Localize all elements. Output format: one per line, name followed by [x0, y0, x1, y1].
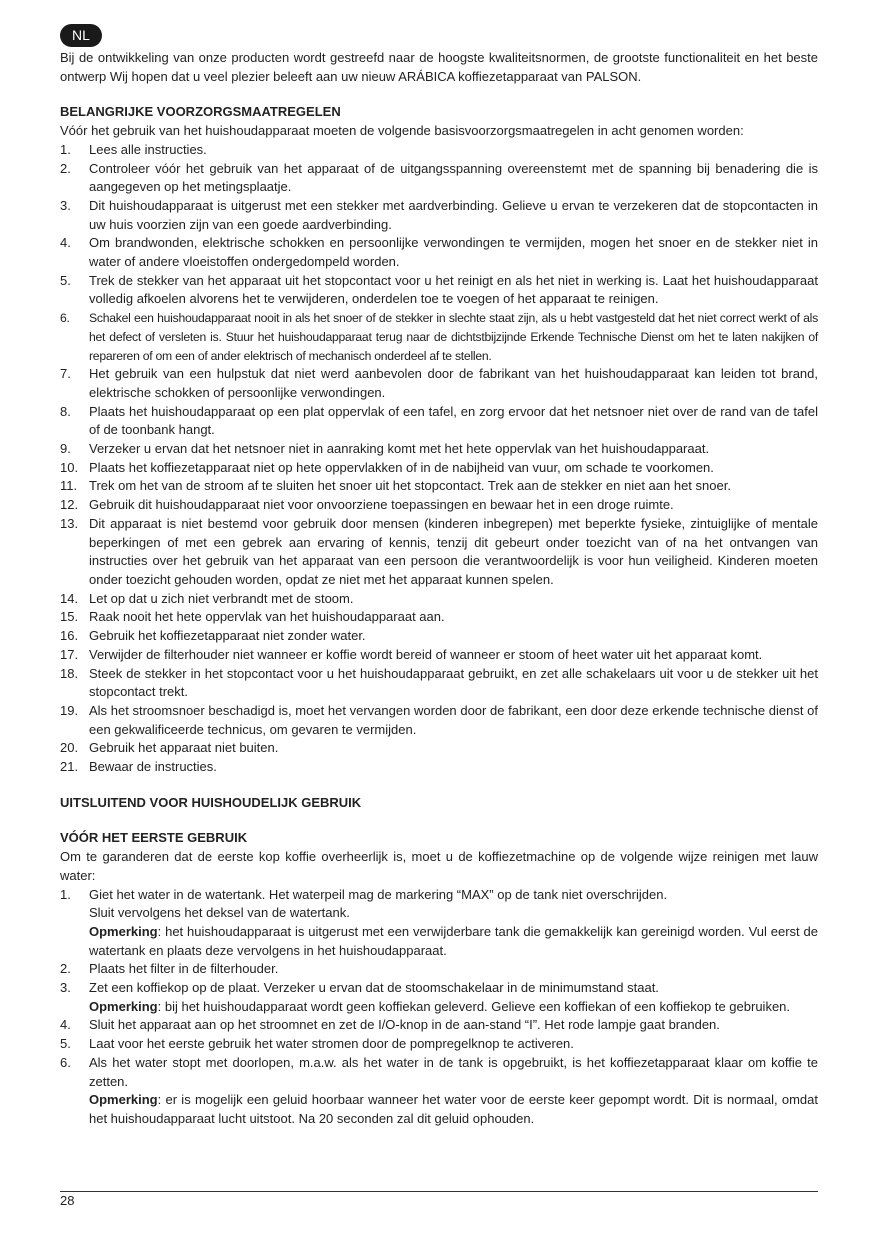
item-number: 14.	[60, 590, 79, 606]
step-line: Als het water stopt met doorlopen, m.a.w. als het water in de tank is opgebruikt, is het koffiezetapparaat klaar om koffie te zetten.	[89, 1054, 818, 1089]
step-number: 2.	[60, 961, 71, 977]
list-item	[60, 459, 818, 478]
item-number: 21.	[60, 759, 79, 775]
item-text: Plaats het koffiezetapparaat niet op hete oppervlakken of in de nabijheid van vuur, om schade te voorkomen.	[89, 459, 714, 475]
step-number: 6.	[60, 1054, 71, 1070]
item-text: Als het stroomsnoer beschadigd is, moet het vervangen worden door de fabrikant, een door deze erkende technische dienst of een gekwalificeerde technicus, om gevaren te vermijden.	[89, 702, 818, 737]
item-text: Schakel een huishoudapparaat nooit in als het snoer of de stekker in slechte staat zijn, als u hebt vastgesteld dat het niet correct werkt of als het defect of versleten is. Stuur het huishoudapparaat terug naar de dichtstbijzijnde Erkende Technische Dienst om het te laten nakijken of repareren of om een of ander elektrisch of mechanisch onderdeel af te stellen.	[89, 311, 818, 363]
list-item	[60, 646, 818, 665]
note-text: : het huishoudapparaat is uitgerust met een verwijderbare tank die gemakkelijk kan gereinigd worden. Vul eerst de watertank en plaats deze vervolgens in het huishoudapparaat.	[89, 923, 818, 958]
step-line: Plaats het filter in de filterhouder.	[89, 961, 279, 977]
item-text: Gebruik dit huishoudapparaat niet voor onvoorziene toepassingen en bewaar het in een droge ruimte.	[89, 497, 674, 513]
step-item	[60, 1016, 818, 1035]
list-item	[60, 403, 818, 440]
item-number: 6.	[60, 311, 70, 326]
step-number: 4.	[60, 1017, 71, 1033]
list-item	[60, 477, 818, 496]
step-number: 5.	[60, 1036, 71, 1052]
item-number: 1.	[60, 141, 71, 157]
list-item	[60, 515, 818, 590]
intro-paragraph: Bij de ontwikkeling van onze producten wordt gestreefd naar de hoogste kwaliteitsnormen, de grootste functionaliteit en het beste ontwerp Wij hopen dat u veel plezier beleeft aan uw nieuw ARÁBICA koffiezetapparaat van PALSON.	[60, 50, 818, 84]
item-number: 19.	[60, 702, 79, 718]
safety-list	[60, 141, 818, 777]
document-page	[60, 24, 818, 1129]
step-number: 3.	[60, 980, 71, 996]
step-note	[89, 1091, 818, 1128]
list-item	[60, 160, 818, 197]
item-number: 7.	[60, 366, 71, 382]
list-item	[60, 309, 818, 365]
household-heading: UITSLUITEND VOOR HUISHOUDELIJK GEBRUIK	[60, 794, 362, 810]
item-text: Bewaar de instructies.	[89, 759, 217, 775]
language-badge: NL	[60, 24, 102, 47]
item-number: 9.	[60, 441, 71, 457]
item-number: 3.	[60, 197, 71, 213]
item-text: Plaats het huishoudapparaat op een plat oppervlak of een tafel, en zorg ervoor dat het netsnoer niet over de rand van de tafel of de toonbank hangt.	[89, 403, 818, 438]
safety-lead: Vóór het gebruik van het huishoudapparaat moeten de volgende basisvoorzorgsmaatregelen in acht genomen worden:	[60, 123, 744, 139]
item-number: 17.	[60, 646, 79, 662]
item-number: 18.	[60, 665, 79, 681]
step-note	[89, 923, 818, 960]
step-line: Sluit het apparaat aan op het stroomnet en zet de I/O-knop in de aan-stand “I”. Het rode lampje gaat branden.	[89, 1017, 720, 1033]
page-number: 28	[60, 1193, 75, 1208]
note-label: Opmerking	[89, 923, 158, 939]
list-item	[60, 739, 818, 758]
step-line: Sluit vervolgens het deksel van de watertank.	[89, 905, 350, 921]
list-item	[60, 197, 818, 234]
note-text: : er is mogelijk een geluid hoorbaar wanneer het water voor de eerste keer gepompt wordt. Dit is normaal, omdat het huishoudapparaat lucht uitstoot. Na 20 seconden zal dit geluid ophouden.	[89, 1092, 818, 1126]
list-item	[60, 365, 818, 402]
item-text: Trek de stekker van het apparaat uit het stopcontact voor u het reinigt en als het niet in werking is. Laat het huishoudapparaat volledig afkoelen alvorens het te verwijderen, onderdelen toe te voegen of het apparaat te reinigen.	[89, 272, 818, 307]
item-text: Dit apparaat is niet bestemd voor gebruik door mensen (kinderen inbegrepen) met beperkte fysieke, zintuiglijke of mentale beperkingen of met een gebrek aan ervaring of kennis, tenzij dit gebeurt onder toezicht van of na het ontvangen van instructies over het gebruik van het apparaat van een persoon die verantwoordelijk is voor hun veiligheid. Kinderen moeten onder toezicht gehouden worden, opdat ze niet met het apparaat kunnen spelen.	[89, 515, 818, 587]
list-item	[60, 590, 818, 609]
list-item	[60, 702, 818, 739]
step-item	[60, 979, 818, 1016]
list-item	[60, 665, 818, 702]
item-number: 8.	[60, 403, 71, 419]
item-number: 13.	[60, 515, 79, 531]
list-item	[60, 141, 818, 160]
item-text: Het gebruik van een hulpstuk dat niet werd aanbevolen door de fabrikant van het huishoudapparaat kan leiden tot brand, elektrische schokken of persoonlijke verwondingen.	[89, 366, 818, 400]
step-item	[60, 1035, 818, 1054]
item-text: Raak nooit het hete oppervlak van het huishoudapparaat aan.	[89, 609, 445, 625]
item-text: Om brandwonden, elektrische schokken en persoonlijke verwondingen te vermijden, mogen het snoer en de stekker niet in water of andere vloeistoffen ondergedompeld worden.	[89, 235, 818, 270]
list-item	[60, 272, 818, 309]
note-label: Opmerking	[89, 1092, 158, 1108]
note-text: : bij het huishoudapparaat wordt geen koffiekan geleverd. Gelieve een koffiekan of een koffiekop te gebruiken.	[157, 998, 791, 1014]
note-label: Opmerking	[89, 998, 158, 1014]
list-item	[60, 440, 818, 459]
item-number: 20.	[60, 740, 79, 756]
list-item	[60, 627, 818, 646]
item-number: 5.	[60, 272, 71, 288]
step-note	[89, 998, 818, 1017]
step-item	[60, 960, 818, 979]
step-number: 1.	[60, 886, 71, 902]
item-number: 11.	[60, 478, 78, 494]
item-text: Steek de stekker in het stopcontact voor u het huishoudapparaat gebruikt, en zet alle schakelaars uit voor u de stekker uit het stopcontact trekt.	[89, 665, 818, 700]
list-item	[60, 608, 818, 627]
safety-heading: BELANGRIJKE VOORZORGSMAATREGELEN	[60, 104, 341, 120]
list-item	[60, 496, 818, 515]
step-line: Zet een koffiekop op de plaat. Verzeker u ervan dat de stoomschakelaar in de minimumstand staat.	[89, 980, 659, 996]
footer-rule	[60, 1191, 818, 1192]
step-line: Laat voor het eerste gebruik het water stromen door de pompregelknop te activeren.	[89, 1036, 574, 1052]
item-number: 15.	[60, 609, 79, 625]
item-number: 2.	[60, 160, 71, 176]
item-text: Dit huishoudapparaat is uitgerust met een stekker met aardverbinding. Gelieve u ervan te verzekeren dat de stopcontacten in uw huis voorzien zijn van een goede aardverbinding.	[89, 197, 818, 232]
step-item	[60, 1054, 818, 1129]
item-text: Lees alle instructies.	[89, 141, 207, 157]
item-text: Verzeker u ervan dat het netsnoer niet in aanraking komt met het hete oppervlak van het huishoudapparaat.	[89, 441, 710, 457]
item-text: Gebruik het apparaat niet buiten.	[89, 740, 279, 756]
list-item	[60, 234, 818, 271]
first-use-lead: Om te garanderen dat de eerste kop koffie overheerlijk is, moet u de koffiezetmachine op de volgende wijze reinigen met lauw water:	[60, 849, 818, 883]
item-number: 12.	[60, 497, 79, 513]
item-number: 10.	[60, 459, 79, 475]
list-item	[60, 758, 818, 777]
step-line: Giet het water in de watertank. Het waterpeil mag de markering “MAX” op de tank niet overschrijden.	[89, 886, 668, 902]
item-text: Trek om het van de stroom af te sluiten het snoer uit het stopcontact. Trek aan de stekker en niet aan het snoer.	[89, 478, 731, 494]
item-number: 4.	[60, 235, 71, 251]
item-text: Verwijder de filterhouder niet wanneer er koffie wordt bereid of wanneer er stoom of heet water uit het apparaat komt.	[89, 646, 763, 662]
item-text: Gebruik het koffiezetapparaat niet zonder water.	[89, 628, 366, 644]
item-text: Controleer vóór het gebruik van het apparaat of de uitgangsspanning overeenstemt met de spanning bij benadering die is aangegeven op het metingsplaatje.	[89, 160, 818, 195]
first-use-heading: VÓÓR HET EERSTE GEBRUIK	[60, 830, 248, 846]
step-item	[60, 886, 818, 961]
first-use-steps	[60, 886, 818, 1129]
item-text: Let op dat u zich niet verbrandt met de stoom.	[89, 590, 354, 606]
item-number: 16.	[60, 628, 79, 644]
